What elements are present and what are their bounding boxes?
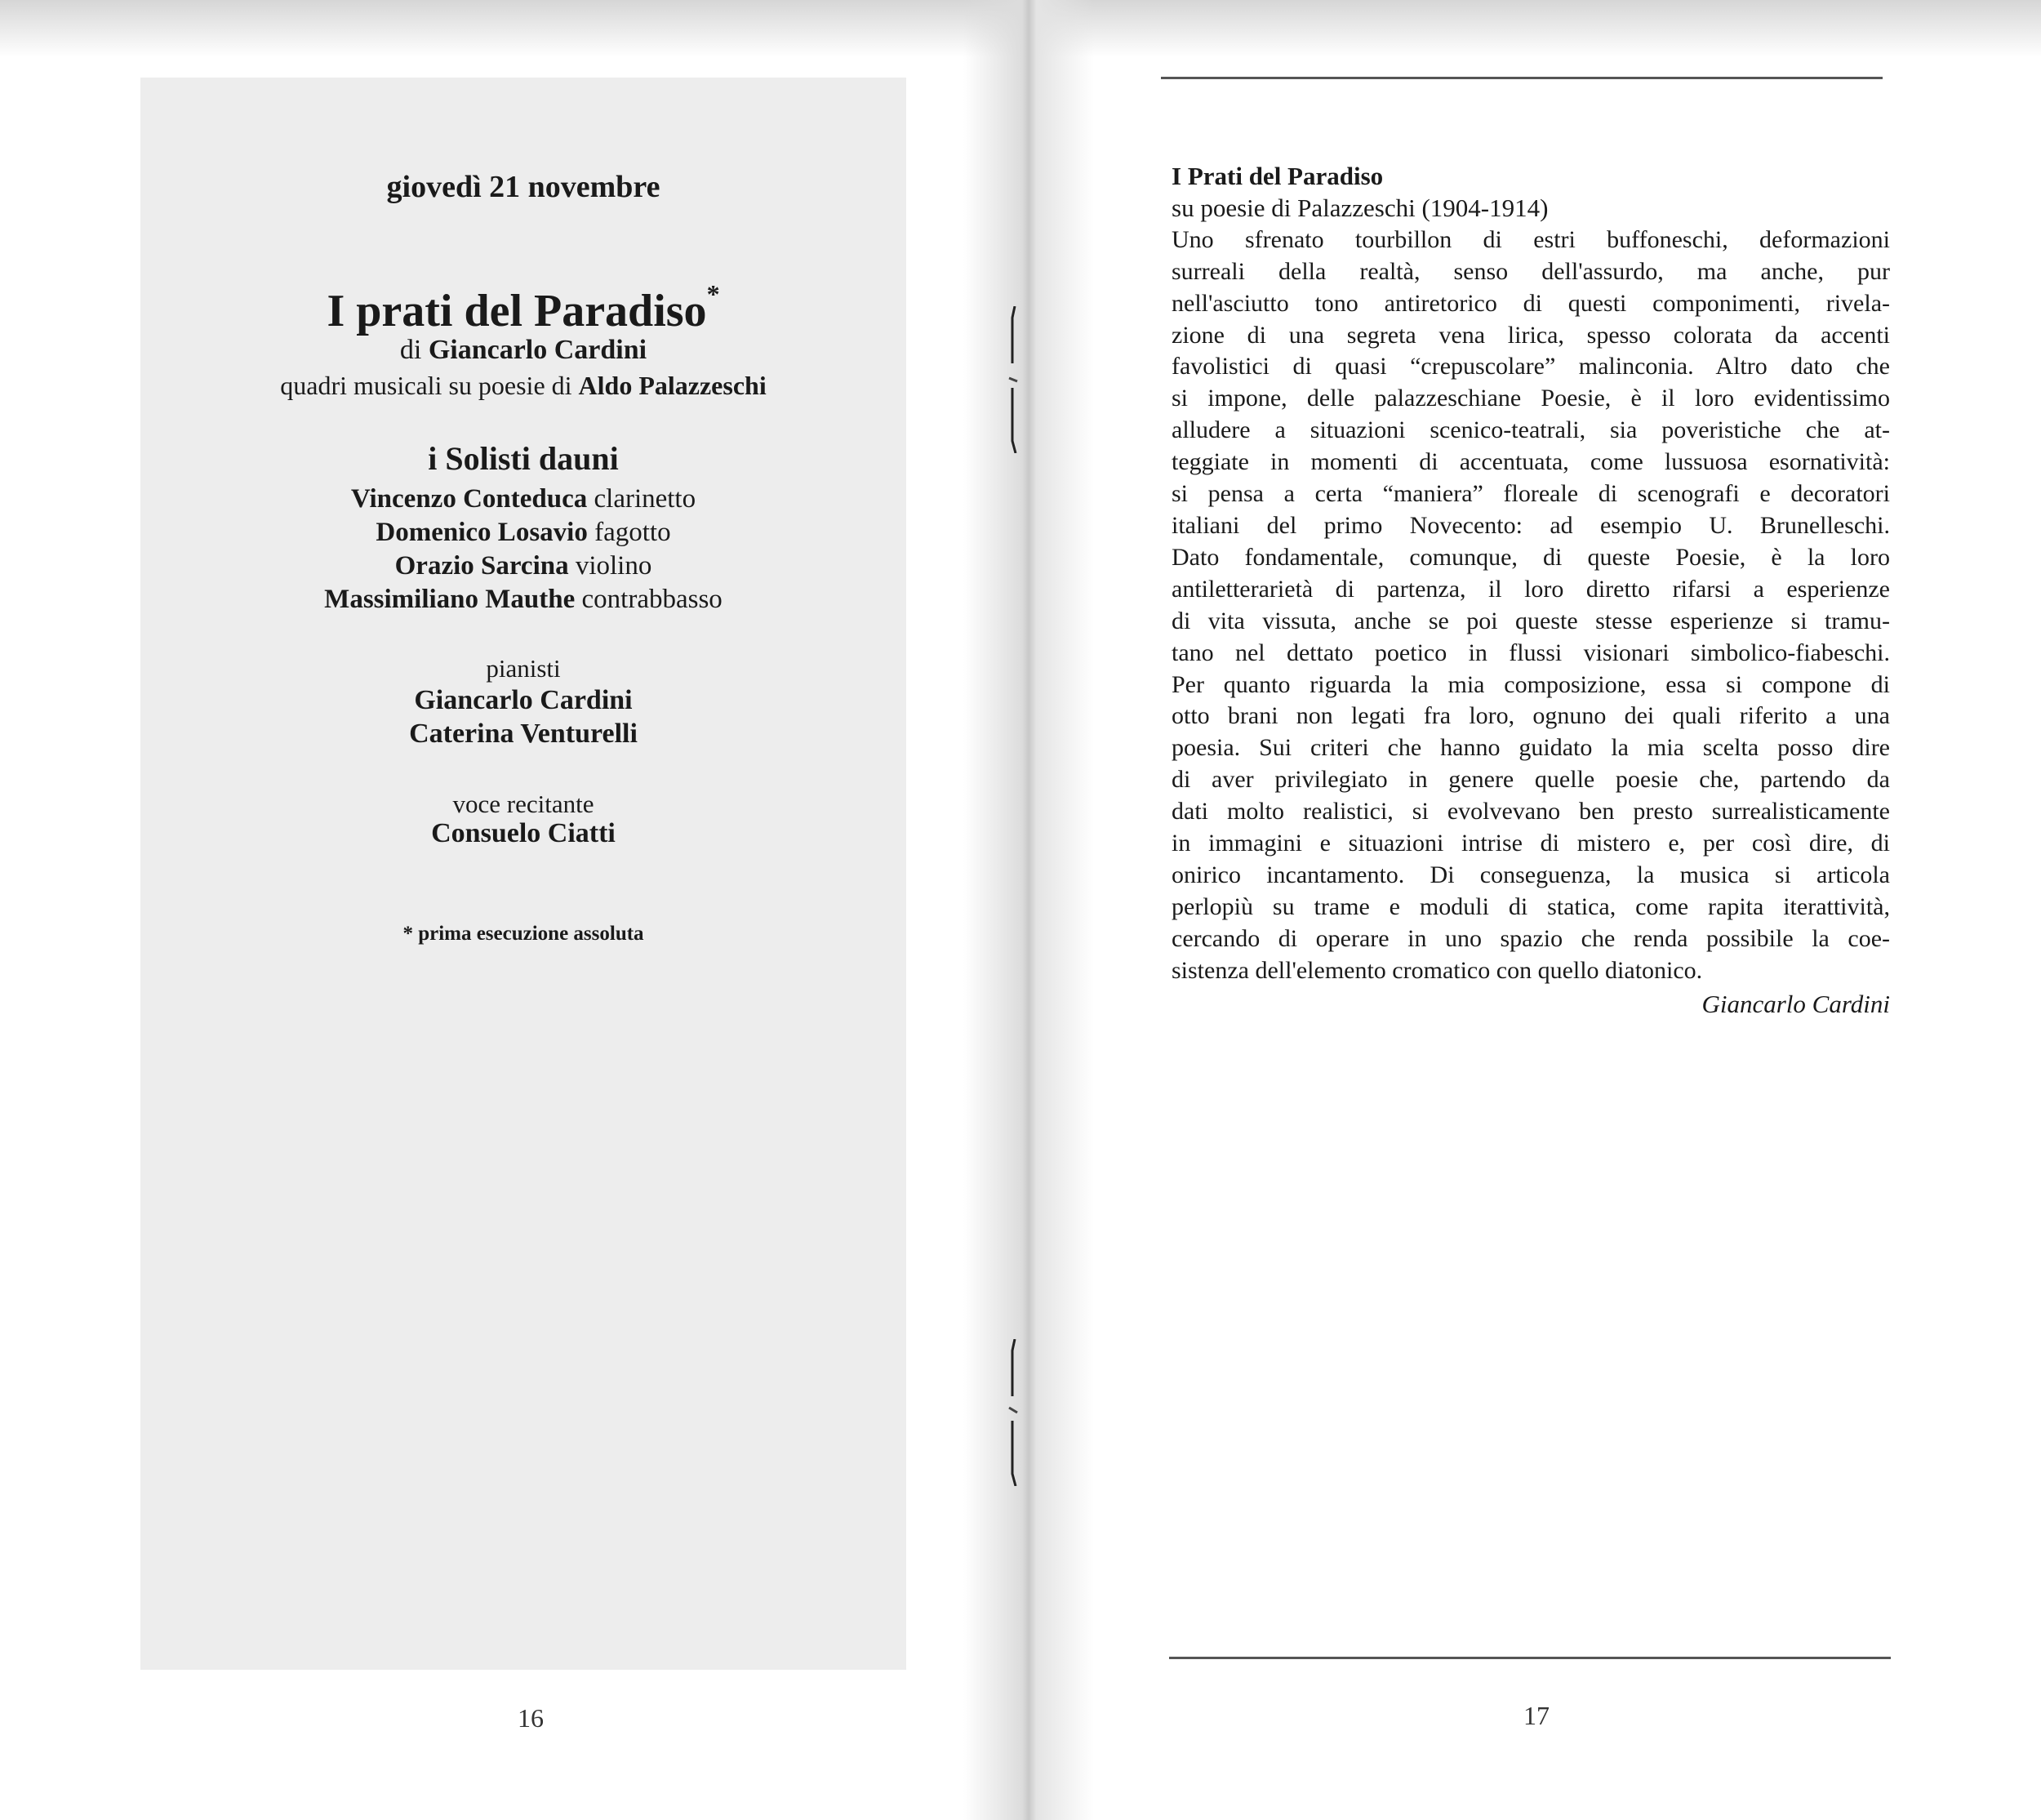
body-line: poesia. Sui criteri che hanno guidato la mia scelta posso dire xyxy=(1172,734,1890,762)
pianist-name: Giancarlo Cardini xyxy=(414,685,633,715)
body-line: sistenza dell'elemento cromatico con quello diatonico. xyxy=(1172,956,1703,984)
premiere-footnote: * prima esecuzione assoluta xyxy=(402,923,644,945)
pianist-name: Caterina Venturelli xyxy=(409,719,638,749)
page-number-right: 17 xyxy=(1523,1701,1550,1730)
pianists-label: pianisti xyxy=(486,654,561,683)
ensemble-name: i Solisti dauni xyxy=(428,440,619,477)
pianist-list xyxy=(140,683,906,750)
book-gutter xyxy=(963,0,1094,1820)
staple-top xyxy=(1007,306,1019,453)
body-line: zione di una segreta vena lirica, spesso colorata da accenti xyxy=(1172,321,1890,349)
composer-line: di Giancarlo Cardini xyxy=(399,335,647,365)
body-line: si pensa a certa “maniera” floreale di scenografi e decoratori xyxy=(1172,480,1890,508)
body-line: antiletterarietà di partenza, il loro diretto rifarsi a esperienze xyxy=(1172,575,1890,603)
concert-date: giovedì 21 novembre xyxy=(386,170,660,204)
body-line: teggiate in momenti di accentuata, come lussuosa esornatività: xyxy=(1172,448,1890,476)
note-title: I Prati del Paradiso xyxy=(1172,162,1384,190)
composer-name: Giancarlo Cardini xyxy=(428,335,647,365)
body-line: in immagini e situazioni intrise di mistero e, per così dire, di xyxy=(1172,830,1890,857)
bottom-rule xyxy=(1169,1657,1891,1659)
body-line: tano nel dettato poetico in flussi visionari simbolico-fiabeschi. xyxy=(1172,639,1890,666)
body-line: cercando di operare in uno spazio che renda possibile la coe- xyxy=(1172,924,1890,952)
performer-list xyxy=(140,483,906,616)
body-line: di aver privilegiato in genere quelle poesie che, partendo da xyxy=(1172,766,1890,794)
body-line: di vita vissuta, anche se poi queste stesse esperienze si tramu- xyxy=(1172,607,1890,634)
top-rule xyxy=(1161,77,1883,79)
body-line: onirico incantamento. Di conseguenza, la musica si articola xyxy=(1172,861,1890,888)
page-number-left: 16 xyxy=(518,1703,544,1733)
performer-row: Vincenzo Conteduca clarinetto xyxy=(350,484,696,514)
body-line: italiani del primo Novecento: ad esempio U. Brunelleschi. xyxy=(1172,511,1890,539)
body-line: perlopiù su trame e moduli di statica, come rapita iterattività, xyxy=(1172,892,1890,920)
voice-label: voce recitante xyxy=(452,790,594,818)
note-body xyxy=(1172,225,1890,987)
body-line: alludere a situazioni scenico-teatrali, sia poveristiche che at- xyxy=(1172,416,1890,444)
body-line: dati molto realistici, si evolvevano ben presto surrealisticamente xyxy=(1172,798,1890,825)
body-line: otto brani non legati fra loro, ognuno dei quali riferito a una xyxy=(1172,702,1890,730)
poet-name: Aldo Palazzeschi xyxy=(578,371,767,400)
body-line: Per quanto riguarda la mia composizione, essa si compone di xyxy=(1172,670,1890,698)
program-panel xyxy=(140,78,906,1670)
body-line: Uno sfrenato tourbillon di estri buffoneschi, deformazioni xyxy=(1172,225,1890,253)
voice-name: Consuelo Ciatti xyxy=(431,818,616,848)
program-note xyxy=(1172,161,1890,1020)
author-signature: Giancarlo Cardini xyxy=(1701,989,1890,1018)
premiere-asterisk: * xyxy=(706,279,720,309)
staple-bottom xyxy=(1007,1339,1019,1486)
performer-row: Orazio Sarcina violino xyxy=(394,551,652,581)
performer-row: Domenico Losavio fagotto xyxy=(376,518,671,547)
work-title: I prati del Paradiso* xyxy=(327,279,720,336)
body-line: surreali della realtà, senso dell'assurdo, ma anche, pur xyxy=(1172,257,1890,285)
performer-row: Massimiliano Mauthe contrabbasso xyxy=(324,585,723,614)
work-subtitle: quadri musicali su poesie di Aldo Palazzeschi xyxy=(280,371,767,400)
body-line: favolistici di quasi “crepuscolare” malinconia. Altro dato che xyxy=(1172,353,1890,380)
body-line: si impone, delle palazzeschiane Poesie, è il loro evidentissimo xyxy=(1172,385,1890,412)
note-subtitle: su poesie di Palazzeschi (1904-1914) xyxy=(1172,193,1549,222)
body-line: nell'asciutto tono antiretorico di questi componimenti, rivela- xyxy=(1172,289,1890,317)
body-line: Dato fondamentale, comunque, di queste Poesie, è la loro xyxy=(1172,543,1890,571)
